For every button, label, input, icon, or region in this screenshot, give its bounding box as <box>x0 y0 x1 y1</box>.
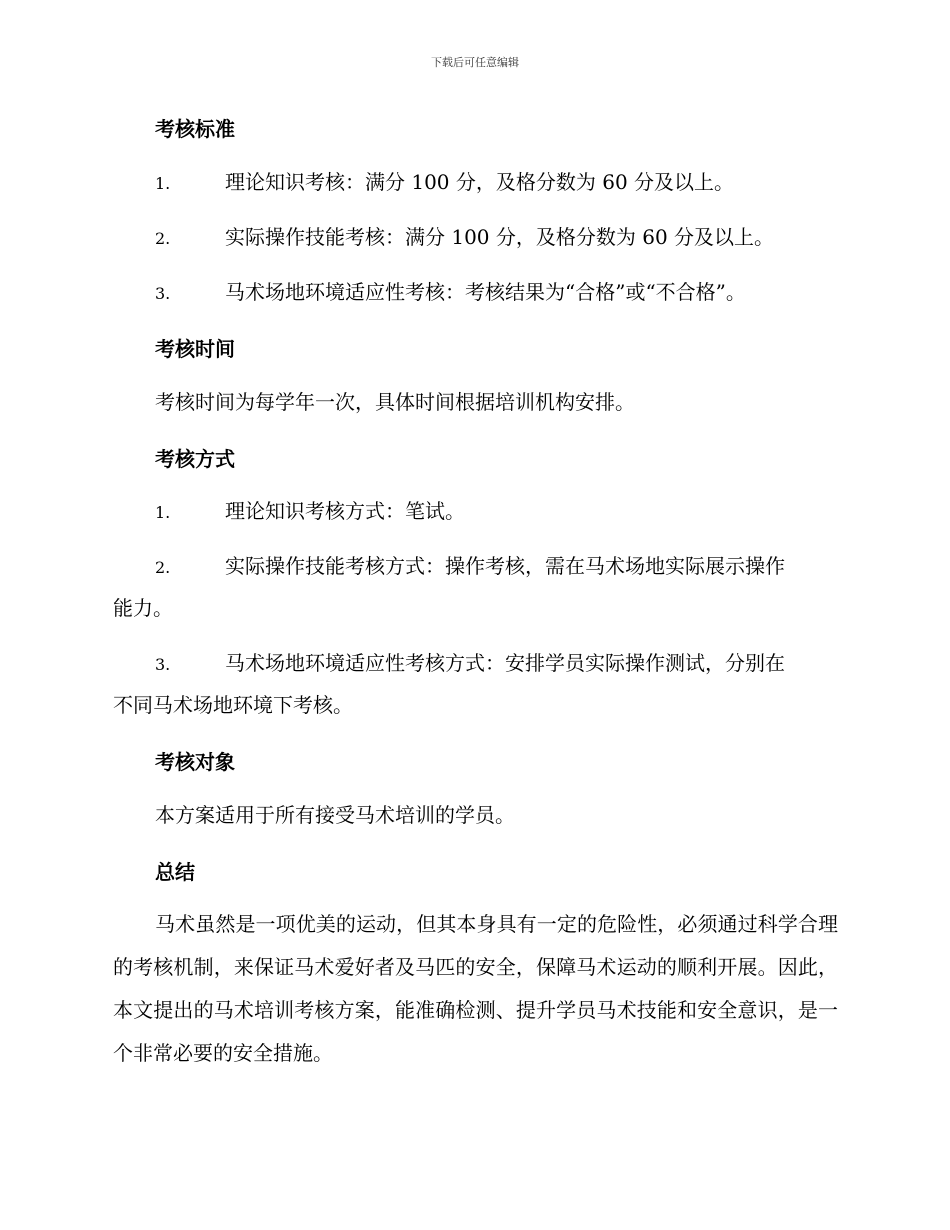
method-item-3-continued: 不同马术场地环境下考核。 <box>113 693 353 717</box>
standard-item-1 <box>155 168 734 198</box>
standard-item-3 <box>155 278 746 308</box>
list-text: 理论知识考核方式：笔试。 <box>225 499 465 523</box>
heading-standard: 考核标准 <box>155 117 235 141</box>
method-item-2-continued: 能力。 <box>113 596 173 620</box>
heading-time: 考核时间 <box>155 337 235 361</box>
list-number: 3. <box>155 284 171 303</box>
list-number: 2. <box>155 558 171 577</box>
time-text: 考核时间为每学年一次，具体时间根据培训机构安排。 <box>155 390 635 414</box>
heading-method: 考核方式 <box>155 447 235 471</box>
list-text: 马术场地环境适应性考核：考核结果为“合格”或“不合格”。 <box>225 280 746 304</box>
method-item-3 <box>155 649 785 679</box>
list-number: 3. <box>155 655 171 674</box>
list-text: 实际操作技能考核：满分 100 分，及格分数为 60 分及以上。 <box>225 225 775 249</box>
heading-target: 考核对象 <box>155 750 235 774</box>
list-number: 2. <box>155 229 171 248</box>
heading-summary: 总结 <box>155 860 195 884</box>
standard-item-2 <box>155 223 774 253</box>
summary-paragraph <box>113 903 838 1075</box>
method-item-2 <box>155 552 785 582</box>
target-text: 本方案适用于所有接受马术培训的学员。 <box>155 803 515 827</box>
list-text: 实际操作技能考核方式：操作考核，需在马术场地实际展示操作 <box>225 554 785 578</box>
list-text: 理论知识考核：满分 100 分，及格分数为 60 分及以上。 <box>225 170 735 194</box>
list-text: 马术场地环境适应性考核方式：安排学员实际操作测试，分别在 <box>225 651 785 675</box>
list-number: 1. <box>155 503 171 522</box>
method-item-1 <box>155 497 465 527</box>
summary-text: 马术虽然是一项优美的运动，但其本身具有一定的危险性，必须通过科学合理的考核机制，来保证马术爱好者及马匹的安全，保障马术运动的顺利开展。因此，本文提出的马术培训考核方案，能准确检测、提升学员马术技能和安全意识，是一个非常必要的安全措施。 <box>113 912 838 1065</box>
page-header-note: 下载后可任意编辑 <box>431 56 519 69</box>
list-number: 1. <box>155 174 171 193</box>
